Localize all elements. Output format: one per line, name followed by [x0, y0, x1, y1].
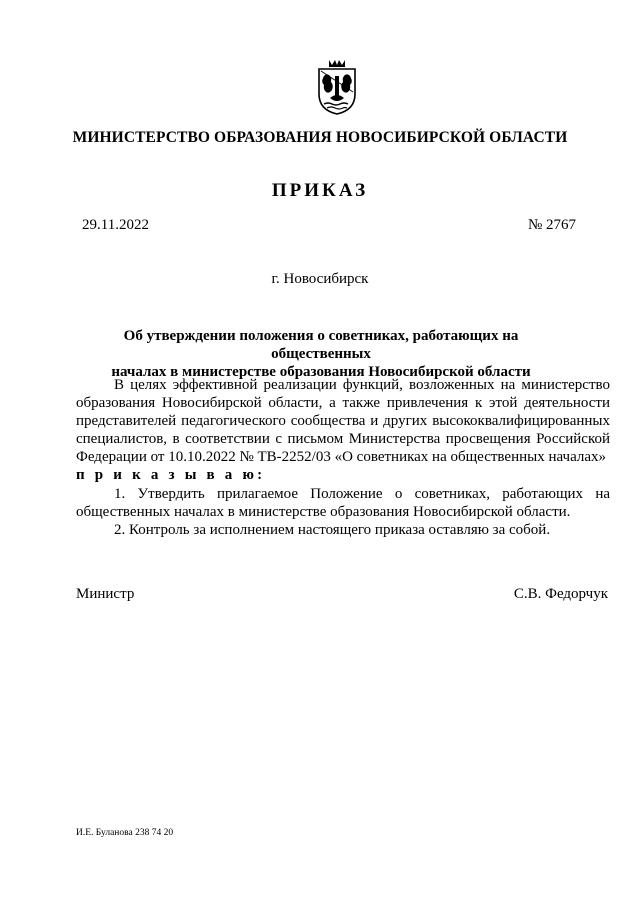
document-city: г. Новосибирск [271, 271, 369, 287]
order-item-2: 2. Контроль за исполнением настоящего приказа оставляю за собой. [114, 521, 551, 538]
signer-name: С.В. Федорчук [513, 586, 608, 602]
subject-line-2: началах в министерстве образования Новосибирской области [111, 364, 531, 380]
document-type: ПРИКАЗ [271, 180, 369, 201]
signer-title: Министр [76, 586, 135, 602]
ministry-name: МИНИСТЕРСТВО ОБРАЗОВАНИЯ НОВОСИБИРСКОЙ ОБЛАСТИ [72, 129, 568, 146]
document-number: № 2767 [527, 217, 576, 233]
order-item-1: 1. Утвердить прилагаемое Положение о советниках, работающих на общественных началах в министерстве образования Новосибирской области. [76, 485, 610, 520]
novosibirsk-coat-of-arms-icon [314, 58, 360, 116]
document-body [76, 376, 610, 539]
document-date: 29.11.2022 [82, 217, 149, 233]
document-subject [80, 327, 562, 381]
order-word: п р и к а з ы в а ю: [76, 467, 266, 484]
executor-footer: И.Е. Буланова 238 74 20 [76, 828, 174, 838]
preamble-paragraph: В целях эффективной реализации функций, возложенных на министерство образования Новосибирской области, а также привлечения к этой деятельности представителей педагогического сообщества и других высококвалифицированных специалистов, в соответствии с письмом Министерства просвещения Российской Федерации от 10.10.2022 № ТВ-2252/03 «О советниках на общественных началах» [76, 377, 610, 466]
subject-line-1: Об утверждении положения о советниках, работающих на общественных [123, 328, 519, 362]
